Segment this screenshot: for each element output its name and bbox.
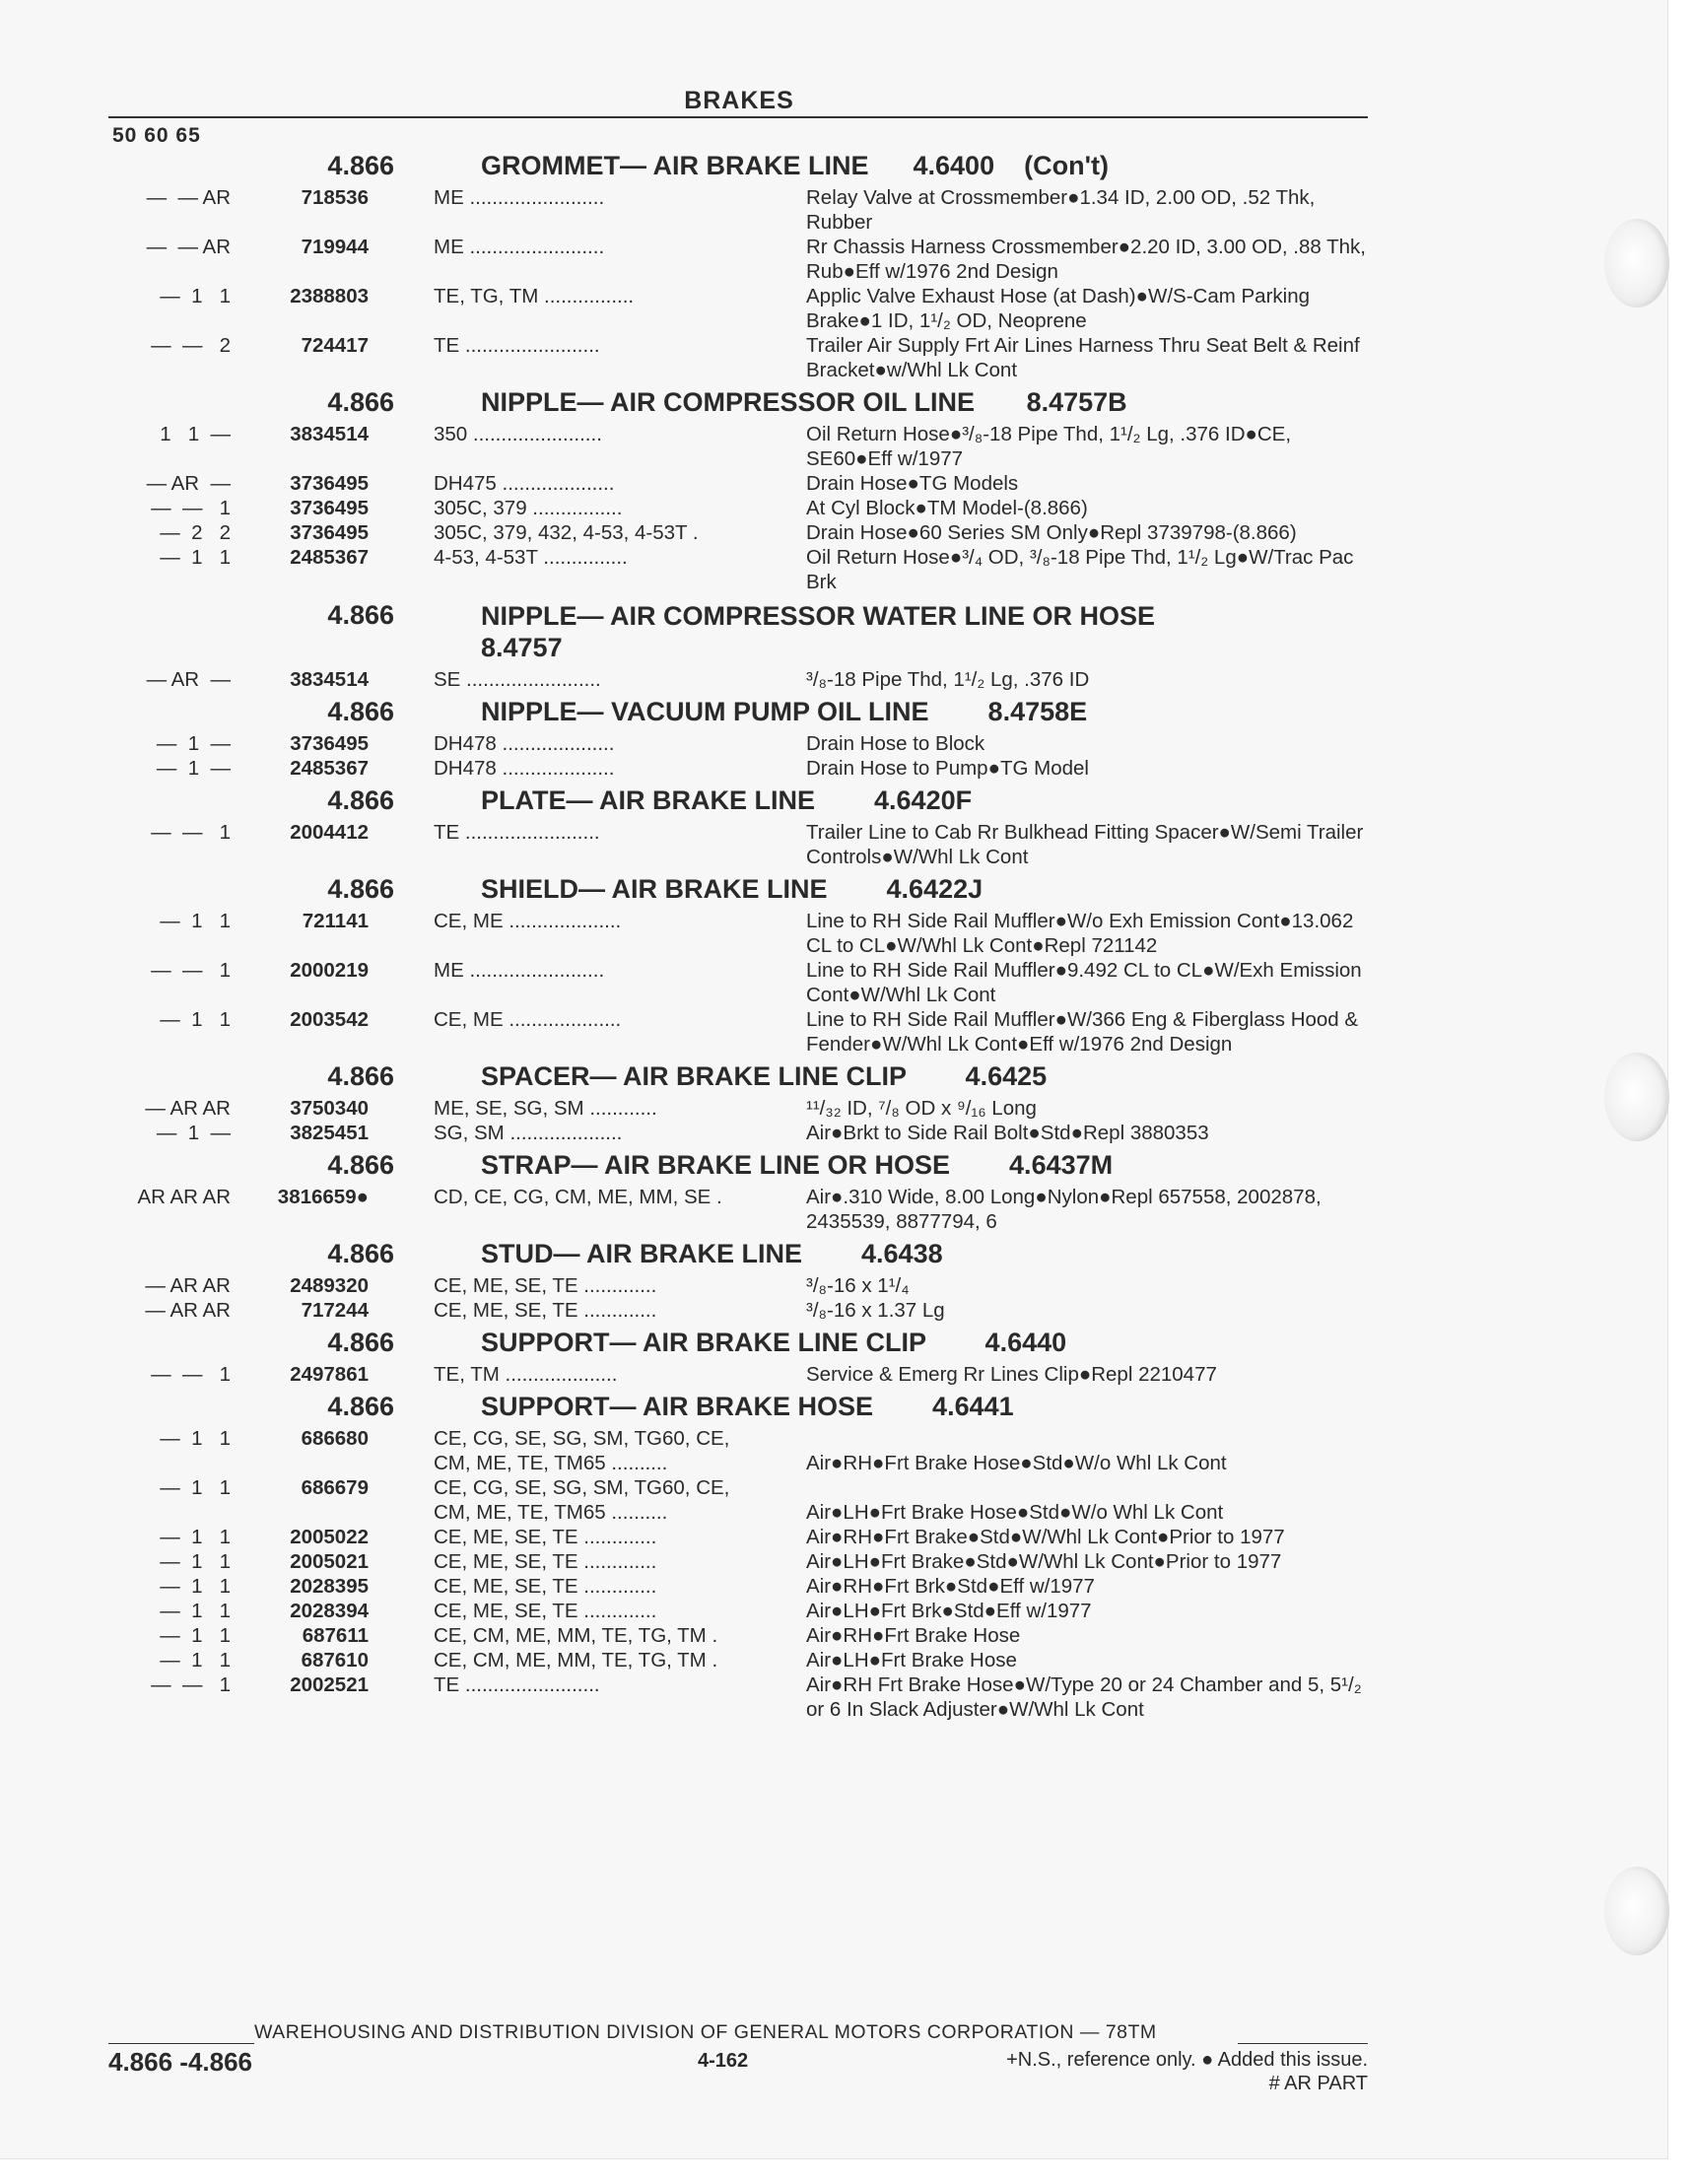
parts-section: [0, 1387, 1667, 1722]
table-row: [0, 185, 1667, 235]
part-description: Air●RH●Frt Brake Hose: [806, 1624, 1021, 1647]
table-row: [0, 1362, 1667, 1387]
part-description: Relay Valve at Crossmember●1.34 ID, 2.00 OD, .52 Thk, Rubber: [806, 186, 1316, 234]
model-list: ME ........................: [434, 236, 605, 258]
part-description: Line to RH Side Rail Muffler●W/o Exh Emission Cont●13.062 CL to CL●W/Whl Lk Cont●Repl 721142: [806, 910, 1354, 957]
table-row: [0, 731, 1667, 756]
table-row: [0, 496, 1667, 520]
qty-columns: — 1 1: [160, 546, 231, 569]
section-code: 4.866: [327, 1238, 394, 1268]
model-list: TE ........................: [434, 334, 600, 357]
model-list: 305C, 379 ................: [434, 497, 623, 519]
footer-range: 4.866 -4.866: [108, 2047, 253, 2077]
qty-columns: — AR AR: [145, 1097, 231, 1120]
part-description: Air●RH●Frt Brake Hose●Std●W/o Whl Lk Cont: [806, 1452, 1227, 1474]
part-description: Air●RH●Frt Brk●Std●Eff w/1977: [806, 1575, 1095, 1598]
part-description: ³/₈-16 x 1.37 Lg: [806, 1299, 945, 1322]
table-row: [0, 1574, 1667, 1599]
model-list: TE ........................: [434, 1673, 600, 1696]
model-list: TE, TG, TM ................: [434, 285, 635, 307]
model-list: CE, ME, SE, TE .............: [434, 1526, 657, 1548]
qty-columns: — 1 1: [160, 285, 231, 307]
part-description: Air●Brkt to Side Rail Bolt●Std●Repl 3880353: [806, 1122, 1209, 1144]
qty-columns: — — AR: [146, 186, 231, 209]
table-row: [0, 958, 1667, 1007]
table-row: [0, 756, 1667, 781]
parts-list: [0, 146, 1667, 1722]
part-number: 3750340: [290, 1097, 369, 1120]
parts-section: [0, 382, 1667, 594]
part-description: Oil Return Hose●³/₄ OD, ³/₈-18 Pipe Thd, 1¹/₂ Lg●W/Trac Pac Brk: [806, 546, 1354, 593]
qty-columns: — AR AR: [145, 1299, 231, 1322]
part-description: Drain Hose to Block: [806, 732, 985, 755]
model-list: CE, ME, SE, TE .............: [434, 1274, 657, 1297]
section-code: 4.866: [327, 696, 394, 726]
section-title: SUPPORT— AIR BRAKE HOSE 4.6441: [481, 1391, 1014, 1421]
part-number: 724417: [301, 334, 369, 357]
model-list: TE, TM ....................: [434, 1363, 618, 1386]
part-number: 2497861: [290, 1363, 369, 1386]
table-row: [0, 333, 1667, 382]
section-title: NIPPLE— AIR COMPRESSOR OIL LINE 8.4757B: [481, 386, 1127, 417]
part-number: 2005022: [290, 1526, 369, 1548]
part-number: 3736495: [290, 497, 369, 519]
table-row: [0, 545, 1667, 594]
section-code: 4.866: [327, 1327, 394, 1357]
binder-hole: [1604, 1867, 1669, 1955]
part-description: Air●.310 Wide, 8.00 Long●Nylon●Repl 657558, 2002878, 2435539, 8877794, 6: [806, 1186, 1322, 1233]
part-number: 721141: [302, 910, 369, 932]
model-list: CE, CM, ME, MM, TE, TG, TM .: [434, 1649, 718, 1672]
model-list: DH478 ....................: [434, 757, 615, 780]
part-number: 687610: [301, 1649, 369, 1672]
footer-rule: [1238, 2043, 1368, 2044]
part-description: Service & Emerg Rr Lines Clip●Repl 2210477: [806, 1363, 1217, 1386]
part-number: 686679: [301, 1476, 369, 1499]
parts-section: [0, 781, 1667, 869]
table-row: [0, 1648, 1667, 1672]
footer-legend: [1006, 2048, 1368, 2095]
parts-section: [0, 692, 1667, 781]
qty-columns: — 1 1: [160, 1476, 231, 1499]
model-list: CE, ME, SE, TE .............: [434, 1600, 657, 1622]
qty-columns: — — 2: [151, 334, 231, 357]
qty-columns: — 1 1: [160, 910, 231, 932]
section-heading: [0, 1234, 1667, 1273]
part-description: Drain Hose●60 Series SM Only●Repl 3739798-(8.866): [806, 521, 1297, 544]
part-description: Air●LH●Frt Brake Hose: [806, 1649, 1017, 1672]
qty-columns: — — 1: [151, 1363, 231, 1386]
part-description: Air●LH●Frt Brake●Std●W/Whl Lk Cont●Prior to 1977: [806, 1550, 1282, 1573]
parts-section: [0, 594, 1667, 692]
qty-columns: — 1 1: [160, 1575, 231, 1598]
section-heading: [0, 869, 1667, 909]
model-list: CE, ME, SE, TE .............: [434, 1299, 657, 1322]
table-row: [0, 1096, 1667, 1121]
section-code: 4.866: [327, 785, 394, 815]
part-description: Drain Hose●TG Models: [806, 472, 1019, 495]
section-code: 4.866: [327, 873, 394, 904]
qty-columns: — — 1: [151, 497, 231, 519]
table-row: [0, 667, 1667, 692]
parts-section: [0, 146, 1667, 382]
part-number: 2000219: [290, 959, 369, 982]
section-title: STUD— AIR BRAKE LINE 4.6438: [481, 1238, 943, 1268]
part-number: 3736495: [290, 521, 369, 544]
part-description: Oil Return Hose●³/₈-18 Pipe Thd, 1¹/₂ Lg, .376 ID●CE, SE60●Eff w/1977: [806, 423, 1292, 470]
section-title: SUPPORT— AIR BRAKE LINE CLIP 4.6440: [481, 1327, 1067, 1357]
table-row: [0, 1185, 1667, 1234]
part-number: 2028395: [290, 1575, 369, 1598]
part-number: 717244: [301, 1299, 369, 1322]
table-row: [0, 284, 1667, 333]
footer-division: WAREHOUSING AND DISTRIBUTION DIVISION OF GENERAL MOTORS CORPORATION — 78TM: [254, 2021, 1157, 2043]
table-row: [0, 1623, 1667, 1648]
qty-columns: — 1 1: [160, 1427, 231, 1450]
part-description: Rr Chassis Harness Crossmember●2.20 ID, 3.00 OD, .88 Thk, Rub●Eff w/1976 2nd Design: [806, 236, 1366, 283]
footer-note: # AR PART: [1268, 2073, 1368, 2094]
parts-section: [0, 1323, 1667, 1387]
qty-columns: — — AR: [146, 236, 231, 258]
part-description: Air●RH●Frt Brake●Std●W/Whl Lk Cont●Prior to 1977: [806, 1526, 1285, 1548]
section-heading: [0, 1323, 1667, 1362]
page-number: 4-162: [698, 2050, 749, 2072]
part-number: 2002521: [290, 1673, 369, 1696]
part-description: At Cyl Block●TM Model-(8.866): [806, 497, 1088, 519]
part-description: Drain Hose to Pump●TG Model: [806, 757, 1089, 780]
qty-columns: — 1 —: [156, 757, 231, 780]
qty-columns: — 1 1: [160, 1624, 231, 1647]
qty-columns: — 1 1: [160, 1526, 231, 1548]
parts-section: [0, 1234, 1667, 1323]
qty-columns: — 2 2: [160, 521, 231, 544]
section-title: GROMMET— AIR BRAKE LINE 4.6400 (Con't): [481, 150, 1109, 180]
model-list: CE, CG, SE, SG, SM, TG60, CE, CM, ME, TE, TM65 ..........: [434, 1427, 730, 1474]
qty-columns: — — 1: [151, 1673, 231, 1696]
part-number: 3816659●: [277, 1186, 369, 1208]
table-row: [0, 1475, 1667, 1525]
part-number: 2485367: [290, 546, 369, 569]
model-list: CE, ME, SE, TE .............: [434, 1550, 657, 1573]
section-title: SHIELD— AIR BRAKE LINE 4.6422J: [481, 873, 984, 904]
section-heading: [0, 146, 1667, 185]
model-list: DH475 ....................: [434, 472, 615, 495]
model-list: DH478 ....................: [434, 732, 615, 755]
part-number: 2003542: [290, 1008, 369, 1031]
part-description: ³/₈-16 x 1¹/₄: [806, 1274, 910, 1297]
part-number: 2489320: [290, 1274, 369, 1297]
model-list: TE ........................: [434, 821, 600, 844]
table-row: [0, 1549, 1667, 1574]
qty-columns: — 1 1: [160, 1600, 231, 1622]
qty-columns: — 1 —: [156, 732, 231, 755]
table-row: [0, 422, 1667, 471]
footer-note: +N.S., reference only. ● Added this issue.: [1006, 2049, 1368, 2071]
part-number: 3834514: [290, 668, 369, 691]
qty-columns: — — 1: [151, 959, 231, 982]
section-title: STRAP— AIR BRAKE LINE OR HOSE 4.6437M: [481, 1149, 1114, 1180]
qty-columns: — AR —: [146, 668, 231, 691]
part-number: 2005021: [290, 1550, 369, 1573]
table-row: [0, 820, 1667, 869]
section-heading: [0, 692, 1667, 731]
part-number: 2485367: [290, 757, 369, 780]
section-code: 4.866: [327, 1060, 394, 1091]
model-list: SG, SM ....................: [434, 1122, 623, 1144]
table-row: [0, 1121, 1667, 1145]
qty-columns: — 1 1: [160, 1649, 231, 1672]
model-list: CE, CM, ME, MM, TE, TG, TM .: [434, 1624, 718, 1647]
footer-rule: [108, 2043, 254, 2044]
section-title: NIPPLE— VACUUM PUMP OIL LINE 8.4758E: [481, 696, 1088, 726]
section-code: 4.866: [327, 386, 394, 417]
table-row: [0, 520, 1667, 545]
qty-columns: — 1 1: [160, 1008, 231, 1031]
qty-columns: — AR AR: [145, 1274, 231, 1297]
part-description: Air●LH●Frt Brk●Std●Eff w/1977: [806, 1600, 1092, 1622]
part-description: Line to RH Side Rail Muffler●W/366 Eng & Fiberglass Hood & Fender●W/Whl Lk Cont●Eff w/1976 2nd Design: [806, 1008, 1359, 1056]
qty-columns: 1 1 —: [160, 423, 231, 445]
section-code: 4.866: [327, 1149, 394, 1180]
section-title: PLATE— AIR BRAKE LINE 4.6420F: [481, 785, 973, 815]
table-row: [0, 1298, 1667, 1323]
model-list: 4-53, 4-53T ...............: [434, 546, 628, 569]
model-list: CE, ME ....................: [434, 910, 622, 932]
qty-columns: — AR —: [146, 472, 231, 495]
part-number: 686680: [301, 1427, 369, 1450]
table-row: [0, 1273, 1667, 1298]
model-list: CE, ME ....................: [434, 1008, 622, 1031]
parts-section: [0, 1145, 1667, 1234]
model-list: CD, CE, CG, CM, ME, MM, SE .: [434, 1186, 722, 1208]
model-list: 305C, 379, 432, 4-53, 4-53T .: [434, 521, 699, 544]
section-heading: [0, 382, 1667, 422]
section-title: SPACER— AIR BRAKE LINE CLIP 4.6425: [481, 1060, 1048, 1091]
table-row: [0, 1426, 1667, 1475]
qty-columns: — 1 —: [156, 1122, 231, 1144]
table-row: [0, 1599, 1667, 1623]
table-row: [0, 235, 1667, 284]
part-number: 3825451: [290, 1122, 369, 1144]
part-number: 2028394: [290, 1600, 369, 1622]
title-rule: [108, 116, 1368, 118]
table-row: [0, 909, 1667, 958]
part-description: ³/₈-18 Pipe Thd, 1¹/₂ Lg, .376 ID: [806, 668, 1090, 691]
section-heading: [0, 594, 1667, 667]
model-list: SE ........................: [434, 668, 601, 691]
part-description: Trailer Air Supply Frt Air Lines Harness Thru Seat Belt & Reinf Bracket●w/Whl Lk Cont: [806, 334, 1360, 381]
qty-columns: AR AR AR: [137, 1186, 231, 1208]
part-number: 718536: [301, 186, 369, 209]
part-number: 2004412: [290, 821, 369, 844]
model-list: ME, SE, SG, SM ............: [434, 1097, 657, 1120]
column-header: 50 60 65: [112, 124, 201, 147]
model-list: ME ........................: [434, 186, 605, 209]
model-list: CE, CG, SE, SG, SM, TG60, CE, CM, ME, TE, TM65 ..........: [434, 1476, 730, 1524]
part-description: Line to RH Side Rail Muffler●9.492 CL to CL●W/Exh Emission Cont●W/Whl Lk Cont: [806, 959, 1362, 1006]
model-list: CE, ME, SE, TE .............: [434, 1575, 657, 1598]
table-row: [0, 1007, 1667, 1057]
section-heading: [0, 1145, 1667, 1185]
qty-columns: — 1 1: [160, 1550, 231, 1573]
section-code: 4.866: [327, 1391, 394, 1421]
part-description: Applic Valve Exhaust Hose (at Dash)●W/S-Cam Parking Brake●1 ID, 1¹/₂ OD, Neoprene: [806, 285, 1311, 332]
table-row: [0, 1525, 1667, 1549]
section-code: 4.866: [327, 600, 394, 630]
table-row: [0, 471, 1667, 496]
part-number: 3736495: [290, 472, 369, 495]
section-heading: [0, 1387, 1667, 1426]
part-description: ¹¹/₃₂ ID, ⁷/₈ OD x ⁹/₁₆ Long: [806, 1097, 1037, 1120]
section-title: NIPPLE— AIR COMPRESSOR WATER LINE OR HOSE 8.4757: [481, 601, 1156, 662]
part-number: 3736495: [290, 732, 369, 755]
qty-columns: — — 1: [151, 821, 231, 844]
model-list: 350 .......................: [434, 423, 602, 445]
part-number: 2388803: [290, 285, 369, 307]
table-row: [0, 1672, 1667, 1722]
part-description: Trailer Line to Cab Rr Bulkhead Fitting Spacer●W/Semi Trailer Controls●W/Whl Lk Cont: [806, 821, 1364, 868]
model-list: ME ........................: [434, 959, 605, 982]
part-number: 3834514: [290, 423, 369, 445]
page-title: BRAKES: [684, 87, 794, 114]
section-heading: [0, 1057, 1667, 1096]
parts-section: [0, 869, 1667, 1057]
parts-section: [0, 1057, 1667, 1145]
part-description: Air●LH●Frt Brake Hose●Std●W/o Whl Lk Cont: [806, 1501, 1224, 1524]
part-number: 687611: [302, 1624, 369, 1647]
part-number: 719944: [301, 236, 369, 258]
section-heading: [0, 781, 1667, 820]
section-code: 4.866: [327, 150, 394, 180]
part-description: Air●RH Frt Brake Hose●W/Type 20 or 24 Chamber and 5, 5¹/₂ or 6 In Slack Adjuster●W/Whl Lk Cont: [806, 1673, 1362, 1721]
